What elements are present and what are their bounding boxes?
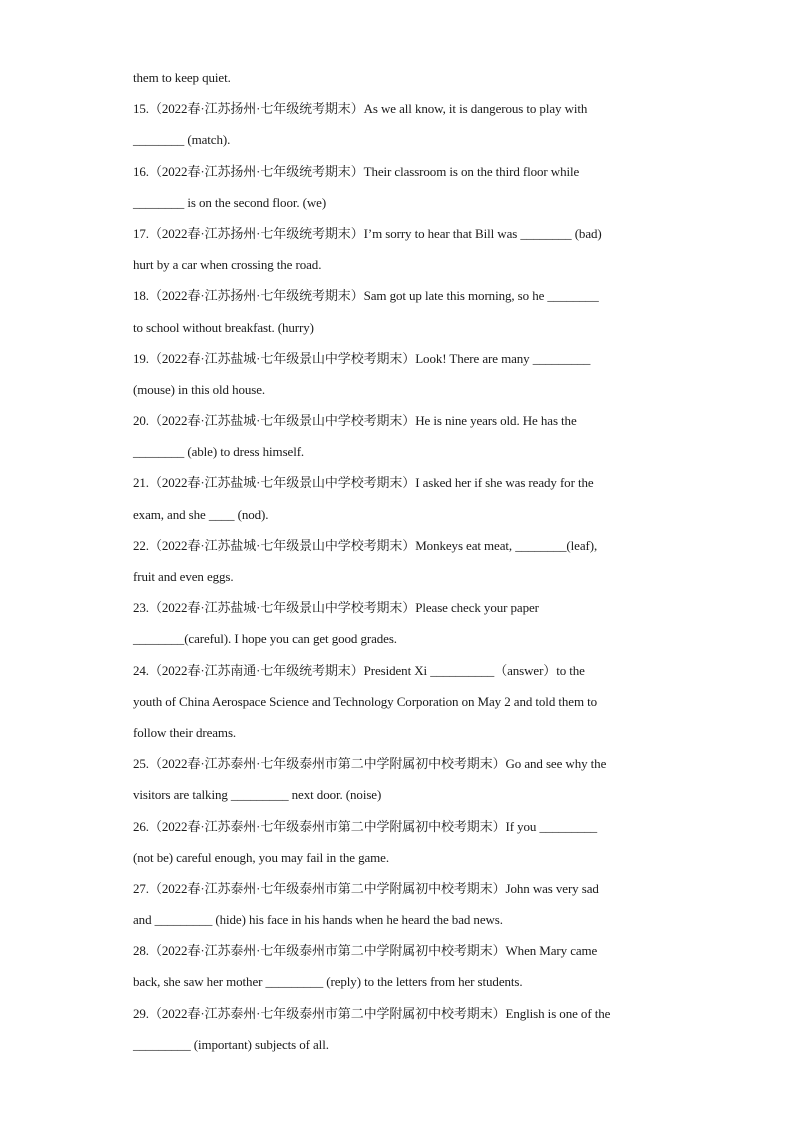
question-18-line-2: to school without breakfast. (hurry) (133, 319, 314, 335)
question-24-line-3: follow their dreams. (133, 724, 237, 740)
question-29-line-2: _________ (important) subjects of all. (133, 1036, 329, 1052)
question-28-line-2: back, she saw her mother _________ (reply) to the letters from her students. (133, 974, 523, 990)
question-21-line-1: 21.（2022春·江苏盐城·七年级景山中学校考期末）I asked her if she was ready for the (133, 475, 594, 491)
question-23-line-1: 23.（2022春·江苏盐城·七年级景山中学校考期末）Please check your paper (133, 600, 539, 616)
question-20-line-1: 20.（2022春·江苏盐城·七年级景山中学校考期末）He is nine years old. He has the (133, 413, 577, 429)
question-22-line-2: fruit and even eggs. (133, 569, 234, 584)
question-23-line-2: ________(careful). I hope you can get good grades. (133, 631, 397, 647)
question-29-line-1: 29.（2022春·江苏泰州·七年级泰州市第二中学附属初中校考期末）English is one of the (133, 1005, 611, 1021)
question-26-line-1: 26.（2022春·江苏泰州·七年级泰州市第二中学附属初中校考期末）If you _________ (133, 818, 598, 834)
question-15-line-1: 15.（2022春·江苏扬州·七年级统考期末）As we all know, it is dangerous to play with (133, 101, 588, 117)
question-27-line-1: 27.（2022春·江苏泰州·七年级泰州市第二中学附属初中校考期末）John was very sad (133, 880, 599, 896)
question-19-line-1: 19.（2022春·江苏盐城·七年级景山中学校考期末）Look! There are many _________ (133, 350, 591, 366)
question-15-line-2: ________ (match). (133, 132, 231, 148)
question-19-line-2: (mouse) in this old house. (133, 381, 266, 397)
question-20-line-2: ________ (able) to dress himself. (133, 444, 305, 460)
question-17-line-1: 17.（2022春·江苏扬州·七年级统考期末）I’m sorry to hear that Bill was ________ (bad) (133, 225, 602, 241)
question-24-line-1: 24.（2022春·江苏南通·七年级统考期末）President Xi __________（answer）to the (133, 662, 585, 678)
question-24-line-2: youth of China Aerospace Science and Technology Corporation on May 2 and told them to (133, 693, 598, 709)
question-21-line-2: exam, and she ____ (nod). (133, 506, 269, 522)
question-22-line-1: 22.（2022春·江苏盐城·七年级景山中学校考期末）Monkeys eat meat, ________(leaf), (133, 537, 598, 553)
question-16-line-1: 16.（2022春·江苏扬州·七年级统考期末）Their classroom is on the third floor while (133, 163, 580, 179)
question-17-line-2: hurt by a car when crossing the road. (133, 257, 322, 273)
question-16-line-2: ________ is on the second floor. (we) (133, 194, 327, 210)
question-28-line-1: 28.（2022春·江苏泰州·七年级泰州市第二中学附属初中校考期末）When Mary came (133, 943, 598, 959)
question-18-line-1: 18.（2022春·江苏扬州·七年级统考期末）Sam got up late this morning, so he ________ (133, 288, 599, 304)
text-line: them to keep quiet. (133, 70, 231, 85)
question-26-line-2: (not be) careful enough, you may fail in the game. (133, 849, 389, 865)
document-page (133, 62, 673, 1060)
question-25-line-1: 25.（2022春·江苏泰州·七年级泰州市第二中学附属初中校考期末）Go and see why the (133, 756, 607, 772)
question-25-line-2: visitors are talking _________ next door. (noise) (133, 787, 382, 803)
question-27-line-2: and _________ (hide) his face in his hands when he heard the bad news. (133, 912, 503, 928)
